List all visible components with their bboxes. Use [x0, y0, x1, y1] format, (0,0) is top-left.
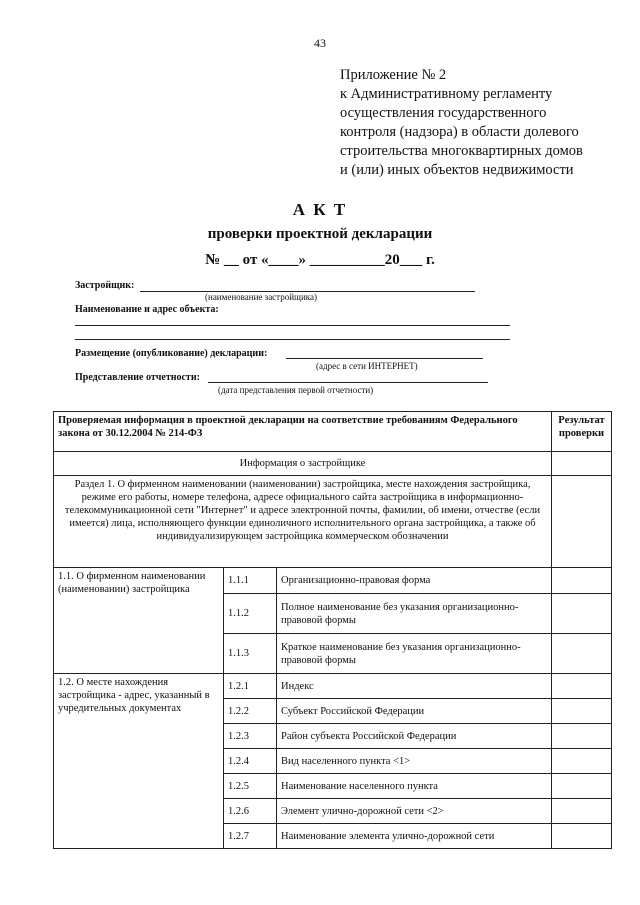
publication-label: Размещение (опубликование) декларации:: [75, 348, 268, 359]
developer-label: Застройщик:: [75, 280, 135, 291]
result-cell: [552, 674, 612, 699]
row-text: Вид населенного пункта <1>: [277, 749, 552, 774]
reporting-line: [208, 382, 488, 383]
section-title-cell: Информация о застройщике: [54, 452, 552, 476]
row-code: 1.2.5: [224, 774, 277, 799]
document-title: А К Т: [292, 200, 348, 219]
object-line-2: [75, 339, 510, 340]
document-number-line: № __ от «____» __________20___ г.: [205, 252, 435, 268]
table-header-row: [54, 412, 612, 452]
publication-line: [286, 358, 483, 359]
group1-label-cell: 1.1. О фирменном наименовании (наименовании) застройщика: [54, 568, 224, 674]
row-text: Наименование населенного пункта: [277, 774, 552, 799]
appendix-line: Приложение № 2: [340, 67, 447, 83]
header-info-cell: Проверяемая информация в проектной декларации на соответствие требованиям Федерального закона от 30.12.2004 № 214-ФЗ: [54, 412, 552, 452]
row-text: Полное наименование без указания организационно-правовой формы: [277, 594, 552, 634]
row-code: 1.2.1: [224, 674, 277, 699]
publication-caption: (адрес в сети ИНТЕРНЕТ): [316, 361, 418, 371]
row-text: Наименование элемента улично-дорожной сети: [277, 824, 552, 849]
appendix-line: контроля (надзора) в области долевого: [340, 124, 579, 140]
result-cell: [552, 749, 612, 774]
row-text: Элемент улично-дорожной сети <2>: [277, 799, 552, 824]
result-cell: [552, 799, 612, 824]
result-cell: [552, 824, 612, 849]
section1-text-cell: Раздел 1. О фирменном наименовании (наименовании) застройщика, месте нахождения застройщика, режиме его работы, номере телефона, адресе официального сайта застройщика в информационно-телекоммуникационной сети "Интернет" и адресе электронной почты, фамилии, об имени, отчестве (если имеется) лица, исполняющего функции единоличного исполнительного органа застройщика, а также об индивидуализирующем застройщика коммерческом обозначении: [54, 476, 552, 568]
result-cell: [552, 634, 612, 674]
row-text: Организационно-правовая форма: [277, 568, 552, 594]
appendix-line: к Административному регламенту: [340, 86, 553, 102]
row-code: 1.1.2: [224, 594, 277, 634]
object-line-1: [75, 325, 510, 326]
row-code: 1.1.3: [224, 634, 277, 674]
appendix-block: [340, 66, 630, 180]
group2-label-cell: 1.2. О месте нахождения застройщика - адрес, указанный в учредительных документах: [54, 674, 224, 849]
result-cell: [552, 724, 612, 749]
row-code: 1.2.3: [224, 724, 277, 749]
appendix-line: строительства многоквартирных домов: [340, 143, 583, 159]
developer-caption: (наименование застройщика): [205, 292, 318, 302]
result-cell: [552, 699, 612, 724]
row-code: 1.2.6: [224, 799, 277, 824]
appendix-line: и (или) иных объектов недвижимости: [340, 162, 574, 178]
page-number: 43: [314, 36, 326, 50]
result-cell: [552, 774, 612, 799]
inspection-table: [53, 411, 612, 849]
document-subtitle: проверки проектной декларации: [207, 226, 433, 242]
appendix-line: осуществления государственного: [340, 105, 547, 121]
object-label: Наименование и адрес объекта:: [75, 304, 219, 315]
section-title-row: [54, 452, 612, 476]
result-cell: [552, 476, 612, 568]
row-text: Индекс: [277, 674, 552, 699]
section1-row: [54, 476, 612, 568]
row-code: 1.2.7: [224, 824, 277, 849]
row-text: Район субъекта Российской Федерации: [277, 724, 552, 749]
result-cell: [552, 568, 612, 594]
row-text: Краткое наименование без указания организационно-правовой формы: [277, 634, 552, 674]
reporting-label: Представление отчетности:: [75, 372, 200, 383]
row-code: 1.2.2: [224, 699, 277, 724]
row-text: Субъект Российской Федерации: [277, 699, 552, 724]
table-row: [54, 568, 612, 594]
result-cell: [552, 594, 612, 634]
row-code: 1.2.4: [224, 749, 277, 774]
row-code: 1.1.1: [224, 568, 277, 594]
reporting-caption: (дата представления первой отчетности): [218, 385, 374, 395]
header-result-cell: Результат проверки: [552, 412, 612, 452]
result-cell: [552, 452, 612, 476]
table-row: [54, 674, 612, 699]
